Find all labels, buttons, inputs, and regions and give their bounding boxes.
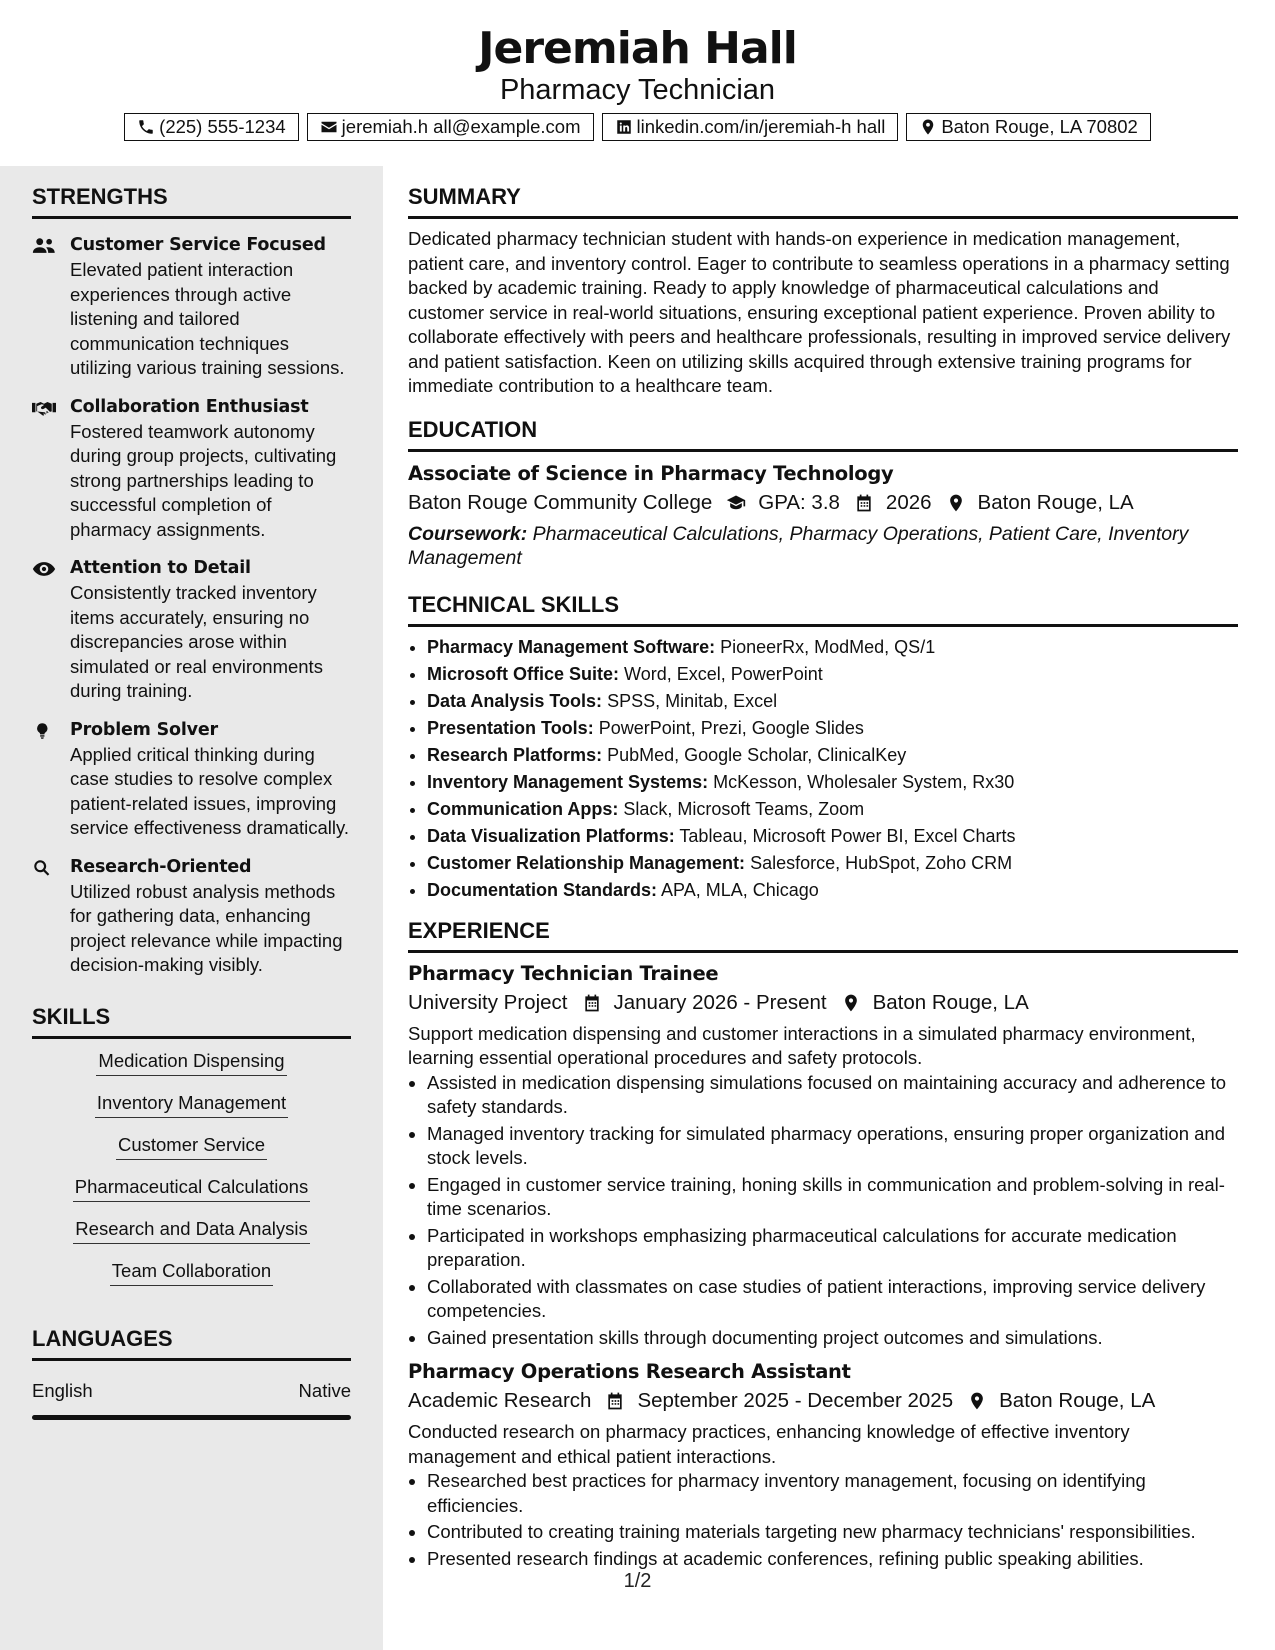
linkedin-icon [615,118,633,136]
experience-description: Conducted research on pharmacy practices, enhancing knowledge of effective inventory management and ethical patient interactions. [408,1421,1130,1467]
summary-text: Dedicated pharmacy technician student with hands-on experience in medication management, patient care, and inventory control. Eager to contribute to seamless operations in a pharmacy setting backed by academic training. Ready to apply knowledge of pharmaceutical calculations and customer service in real-world situations, ensuring exceptional patient experience. Proven ability to collaborate effectively with peers and healthcare professionals, resulting in improved service delivery and patient satisfaction. Keen on utilizing skills acquired through extensive training programs for immediate contribution to a healthcare team. [408,228,1231,396]
strength-desc: Consistently tracked inventory items accurately, ensuring no discrepancies arose within simulated or real environments during training. [70,582,323,701]
language-proficiency-bar [32,1415,351,1420]
calendar-icon [582,993,602,1013]
list-item [427,797,1238,821]
skill-category: Data Analysis Tools: [427,690,603,711]
skill-values: PioneerRx, ModMed, QS/1 [720,636,936,657]
phone-text: (225) 555-1234 [159,116,286,137]
skill-label: Pharmaceutical Calculations [73,1175,310,1202]
skill-values: PubMed, Google Scholar, ClinicalKey [607,744,907,765]
contact-email[interactable] [307,113,594,141]
list-item [427,878,1238,902]
technical-skills-heading: TECHNICAL SKILLS [408,592,1238,627]
lightbulb-icon [32,721,56,741]
linkedin-text: linkedin.com/in/jeremiah-h hall [636,116,886,137]
skill-label: Team Collaboration [110,1259,273,1286]
strength-title: Research-Oriented [70,856,252,877]
strength-item [32,395,351,543]
experience-description: Support medication dispensing and customer interactions in a simulated pharmacy environment, learning essential operational procedures and safety protocols. [408,1022,1196,1068]
graduation-cap-icon [726,493,746,513]
list-item [427,689,1238,713]
skill-category: Research Platforms: [427,744,603,765]
strength-title: Problem Solver [70,719,218,740]
contact-bar [0,113,1275,141]
list-item: • Assisted in medication dispensing simulations focused on maintaining accuracy and adherence to safety standards. [427,1071,1238,1120]
experience-entry [408,960,1238,1351]
list-item: • Managed inventory tracking for simulated pharmacy operations, ensuring proper organization and stock levels. [427,1122,1238,1171]
list-item: • Engaged in customer service training, honing skills in communication and problem-solving in real-time scenarios. [427,1173,1238,1222]
skill-values: Tableau, Microsoft Power BI, Excel Charts [679,825,1016,846]
experience-location: Baton Rouge, LA [999,1389,1156,1412]
map-marker-icon [946,493,966,513]
strength-desc: Elevated patient interaction experiences through active listening and tailored communication techniques utilizing various training sessions. [70,259,345,378]
skills-list [32,1039,351,1286]
skill-item [32,1091,351,1118]
skill-values: Word, Excel, PowerPoint [624,663,823,684]
map-marker-icon [841,993,861,1013]
skill-category: Presentation Tools: [427,717,594,738]
skill-label: Customer Service [116,1133,267,1160]
experience-bullets [408,1071,1238,1351]
map-marker-icon [967,1391,987,1411]
language-name: English [32,1379,93,1401]
phone-icon [137,118,155,136]
contact-location [906,113,1150,141]
strength-desc: Utilized robust analysis methods for gathering data, enhancing project relevance while impacting decision-making visibly. [70,880,343,975]
experience-meta [408,1386,1238,1416]
skill-category: Pharmacy Management Software: [427,636,716,657]
skill-values: McKesson, Wholesaler System, Rx30 [713,771,1015,792]
coursework [408,522,1238,570]
handshake-icon [32,398,56,418]
candidate-name: Jeremiah Hall [478,23,797,74]
education-location: Baton Rouge, LA [977,490,1134,514]
school-name: Baton Rouge Community College [408,490,713,514]
experience-dates: September 2025 - December 2025 [637,1389,954,1412]
list-item [427,662,1238,686]
skill-item [32,1133,351,1160]
users-icon [32,236,56,256]
strength-title: Collaboration Enthusiast [70,396,309,417]
list-item: • Researched best practices for pharmacy inventory management, focusing on identifying efficiencies. [427,1469,1238,1518]
resume-header [0,0,1275,166]
experience-meta [408,988,1238,1018]
sidebar [0,166,383,1650]
gpa-text: GPA: 3.8 [758,490,840,514]
page-number: 1/2 [623,1570,652,1592]
strength-desc: Applied critical thinking during case studies to resolve complex patient-related issues, improving service effectiveness dramatically. [70,743,349,838]
skill-item [32,1217,351,1244]
list-item [427,635,1238,659]
list-item: • Collaborated with classmates on case studies of patient interactions, improving service delivery competencies. [427,1275,1238,1324]
experience-heading: EXPERIENCE [408,918,1238,953]
job-title: Pharmacy Technician [499,74,776,106]
skill-category: Data Visualization Platforms: [427,825,675,846]
experience-title: Pharmacy Technician Trainee [408,961,719,985]
eye-icon [32,559,56,579]
list-item [427,743,1238,767]
list-item: • Presented research findings at academic conferences, refining public speaking abilities. [427,1547,1238,1572]
strength-item [32,556,351,704]
skill-category: Customer Relationship Management: [427,852,746,873]
calendar-icon [854,493,874,513]
skill-category: Inventory Management Systems: [427,771,709,792]
skill-category: Documentation Standards: [427,879,658,900]
coursework-label: Coursework: [408,522,528,545]
list-item: • Contributed to creating training materials targeting new pharmacy technicians' responsibilities. [427,1520,1238,1545]
skill-values: SPSS, Minitab, Excel [607,690,778,711]
skill-item [32,1175,351,1202]
location-text: Baton Rouge, LA 70802 [941,116,1138,137]
strength-title: Customer Service Focused [70,235,326,255]
email-text: jeremiah.h all@example.com [341,116,581,137]
experience-org: University Project [408,990,568,1014]
strength-desc: Fostered teamwork autonomy during group projects, cultivating strong partnerships leading to successful completion of pharmacy assignments. [70,420,337,540]
education-heading: EDUCATION [408,417,1238,452]
experience-dates: January 2026 - Present [613,990,827,1014]
skill-category: Communication Apps: [427,798,619,819]
experience-bullets [408,1469,1238,1571]
strength-item [32,718,351,841]
education-meta [408,488,1238,518]
degree-title: Associate of Science in Pharmacy Technology [408,461,894,485]
list-item: • Gained presentation skills through documenting project outcomes and simulations. [427,1326,1238,1351]
skill-values: Slack, Microsoft Teams, Zoom [623,798,865,819]
graduation-year: 2026 [885,490,932,514]
calendar-icon [605,1391,625,1411]
experience-entry [408,1358,1238,1571]
skill-label: Research and Data Analysis [73,1217,309,1244]
map-marker-icon [919,118,937,136]
summary-heading: SUMMARY [408,184,1238,219]
skill-values: APA, MLA, Chicago [661,879,819,900]
strength-item [32,855,351,978]
experience-title: Pharmacy Operations Research Assistant [408,1360,851,1383]
skill-label: Inventory Management [95,1091,288,1118]
skill-label: Medication Dispensing [96,1049,286,1076]
strength-title: Attention to Detail [70,558,251,578]
list-item [427,851,1238,875]
main-content [408,166,1238,1573]
language-row [32,1379,351,1403]
strength-item [32,233,351,381]
envelope-icon [320,118,338,136]
experience-location: Baton Rouge, LA [872,990,1029,1014]
skill-values: PowerPoint, Prezi, Google Slides [598,717,864,738]
list-item [427,770,1238,794]
search-icon [32,858,56,878]
contact-phone[interactable] [124,113,299,141]
language-level: Native [298,1379,351,1401]
list-item [427,716,1238,740]
list-item: • Participated in workshops emphasizing pharmaceutical calculations for accurate medication preparation. [427,1224,1238,1273]
skill-category: Microsoft Office Suite: [427,663,620,684]
technical-skills-list [408,635,1238,902]
list-item [427,824,1238,848]
skill-item [32,1049,351,1076]
skill-values: Salesforce, HubSpot, Zoho CRM [750,852,1013,873]
languages-heading: LANGUAGES [32,1326,351,1361]
experience-org: Academic Research [408,1389,592,1412]
contact-linkedin[interactable] [602,113,899,141]
coursework-text: Pharmaceutical Calculations, Pharmacy Operations, Patient Care, Inventory Management [408,522,1189,569]
skills-heading: SKILLS [32,1004,351,1039]
strengths-heading: STRENGTHS [32,184,351,219]
skill-item [32,1259,351,1286]
